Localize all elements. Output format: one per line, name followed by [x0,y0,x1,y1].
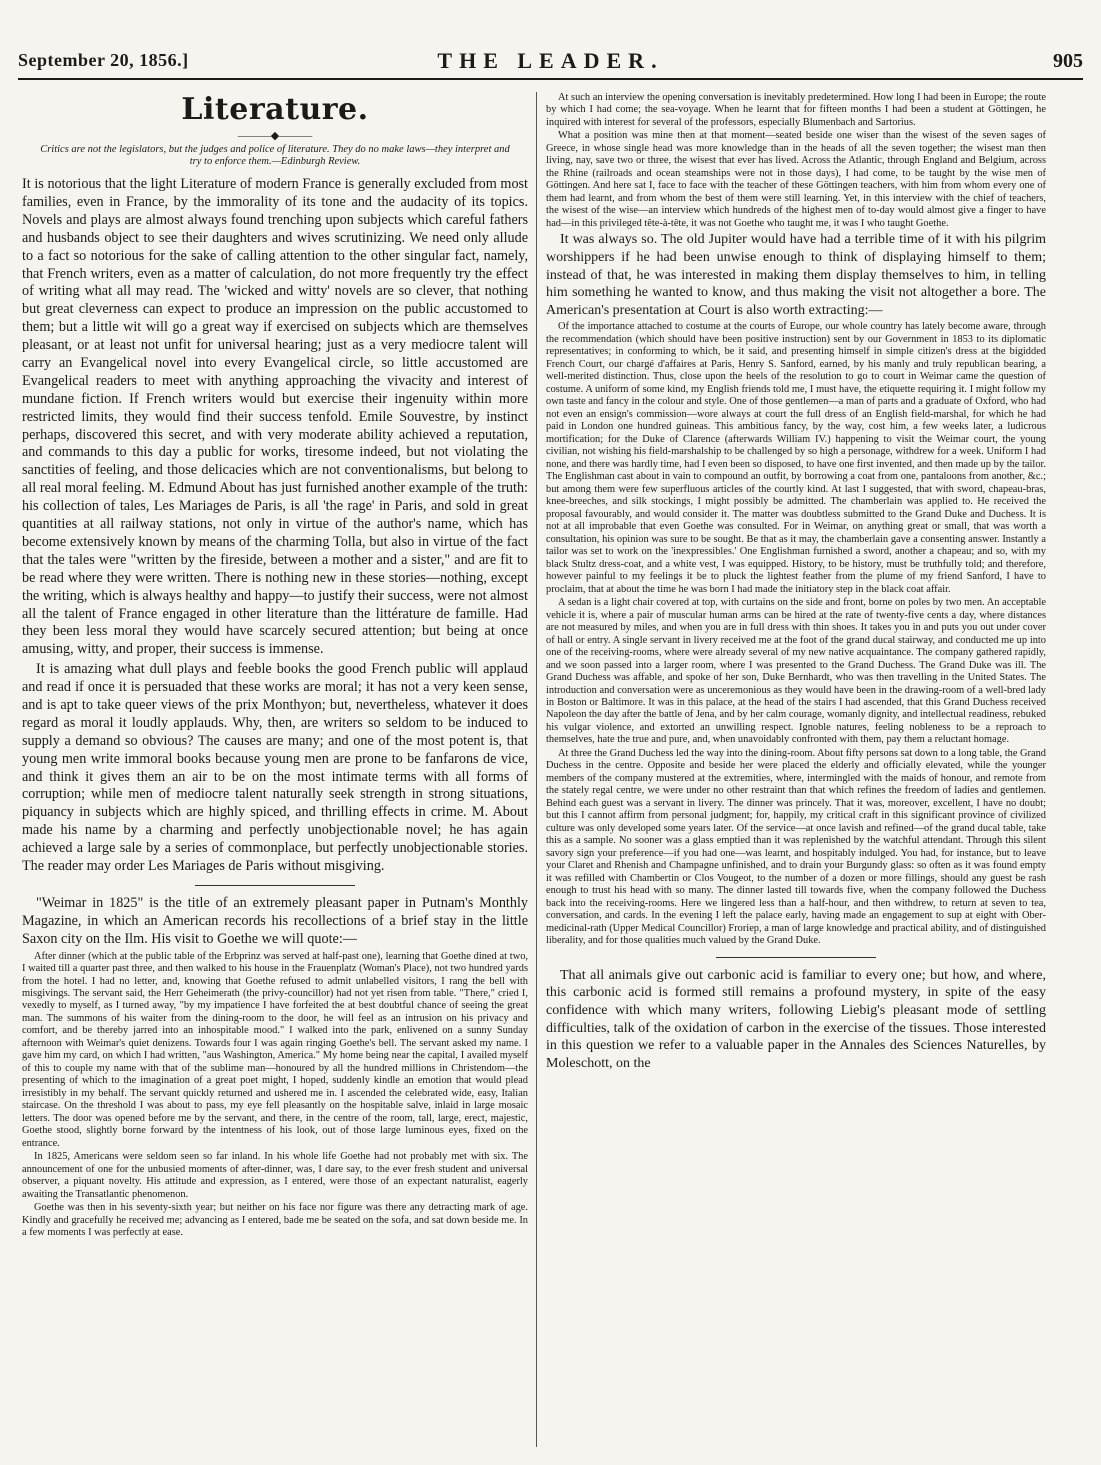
quoted-paragraph: What a position was mine then at that moment—seated beside one wiser than the wisest of the seven sages of Greece, in whose single head was more knowledge than in the heads of all the seven together; the wisest man then living, nay, save two or three, the wisest that ever has lived. Across the Atlantic, through England and Belgium, across the Rhine (railroads and ocean steamships were not in those days), I had come, to be taught by the wise men of Göttingen. And here sat I, face to face with the teacher of these Göttingen teachers, with him from whom every one of them had learnt, and from whom the best of them were still learning. Yet, in this interview with the chief of teachers, the wisest of the wise—an interview which hundreds of the highest men of to-day would almost give a finger to have had—in this privileged tête-à-tête, it was not Goethe who taught me, it was I who taught Goethe. [546,130,1046,229]
column-rule [536,92,537,1447]
article-paragraph: That all animals give out carbonic acid is familiar to every one; but how, and where, this carbonic acid is formed still remains a profound mystery, in spite of the easy confidence with which many writers, following Liebig's pleasant mode of settling difficulties, talk of the oxidation of carbon in the exercise of the tissues. Those interested in this question we refer to a valuable paper in the Annales des Sciences Naturelles, by Moleschott, on the [546,967,1046,1071]
quoted-paragraph: Of the importance attached to costume at the courts of Europe, our whole country has lately become aware, through the recommendation (which should have been positive instruction) sent by our Government in 1853 to its diplomatic representatives; in conforming to which, be it said, and presenting himself in simple citizen's dress at the bigidded French Court, our chargé d'affaires at Paris, Henry S. Sanford, earned, by his manly and truly republican bearing, a well-merited distinction. Thus, close upon the heels of the resolution to go to court in Weimar came the question of costume. A uniform of some kind, my English friends told me, I must have, the etiquette requiring it. I might follow my own taste and fancy in the colour and style. One of those gentlemen—a man of parts and a graduate of Oxford, who had not even an ensign's commission—wore always at court the full dress of an English field-marshal, for which he had paid in London one hundred guineas. This ambitious fancy, by the way, cost him, a few weeks later, a ludicrous mortification; for the Duke of Clarence (afterwards William IV.) happening to visit the Weimar court, the young civilian, not wishing his field-marshalship to be challenged by so high a personage, withdrew for a week. Uniform I had none, and there was hardly time, had I even been so disposed, to have one first invented, and then made up by the tailor. The Englishman cast about in vain to compound an outfit, by borrowing a coat from one, pantaloons from another, &c.; but among them were few superfluous articles of the courtly kind. At last I suggested, that with sword, chapeau-bras, knee-breeches, and silk stockings, I might possibly be admitted. The chamberlain was applied to. He received the proposal favourably, and would consider it. The matter was doubtless submitted to the Grand Duke and Duchess. It is not at all improbable that even Goethe was consulted. For in Weimar, on anything great or small, that was worth a consultation, his opinion was sure to be sought. Be that as it may, the chamberlain gave a consenting answer. Instantly a tailor was set to work on the 'inexpressibles.' One Englishman furnished a sword, another a chapeau; and so, with my black Stultz dress-coat, and a white vest, I was equipped. History, to be history, must be truthfully told; and therefore, however painful to my feelings it be to pluck the lightest feather from the plume of my friend Sanford, I have to proclaim, that at about the time he was born I had made the initiatory step in the black coat affair. [546,321,1046,595]
quoted-paragraph: A sedan is a light chair covered at top, with curtains on the side and front, borne on poles by two men. An acceptable vehicle it is, where a pair of muscular human arms can be hired at the rate of twenty-five cents a day, where distances are not measured by miles, and when you are in full dress with thin shoes. It takes you in and puts you out under cover of hall or entry. A single servant in livery received me at the foot of the grand ducal stairway, and conducted me up into one of the receiving-rooms, where were already several of my new native acquaintance. The company gathered rapidly, and we soon passed into a larger room, where I was presented to the Grand Duchess. The Grand Duke was ill. The Grand Duchess was affable, and spoke of her son, Duke Bernhardt, who was then travelling in the United States. The introduction and conversation were as unceremonious as they would have been in the drawing-room of a well-bred lady in Boston or Baltimore. It was in this palace, at the head of the stairs I had ascended, that this Grand Duchess received Napoleon the day after the battle of Jena, and by her calm courage, womanly dignity, and intellectual readiness, rebuked his vulgar violence, and extorted an unwilling respect. Ignoble natures, feeling nobleness to be a reproach to themselves, hate the true and pure, and, when unavoidably confronted with them, pay them a reluctant homage. [546,597,1046,746]
page-number: 905 [1053,50,1083,72]
quoted-paragraph: At three the Grand Duchess led the way into the dining-room. About fifty persons sat down to a long table, the Grand Duchess in the centre. Opposite and beside her were placed the elderly and officially elevated, while the younger members of the company mustered at the extremities, where, intermingled with the maids of honour, and remote from the stately regal centre, we were under no other restraint than that which refines the freedom of ladies and gentlemen. Behind each guest was a servant in livery. The dinner was princely. That it was, moreover, excellent, I have no doubt; but this I cannot affirm from personal judgment; for, happily, my critical craft in this significant province of civilized culture was only developed some years later. Of the service—at once lavish and refined—of the grand ducal table, take this as a sample. No sooner was a glass emptied than it was replenished by the watchful attendant. Through this silent savory sign your preference—if you had one—was learnt, and hospitably indulged. You had, for instance, but to leave your Claret and Rhenish and Champagne unfinished, and to drain your Burgundy glass: so often as it was found empty it was refilled with Chambertin or Clos Vougeot, to the number of a dozen or more fillings, should any guest be rash enough to trust his head with so many. The dinner lasted till towards five, when the company followed the Duchess back into the receiving-rooms. Here we lingered less than a half-hour, and then withdrew, to return at seven to tea, conversation, and cards. In the evening I left the palace early, having made an engagement to sup at eight with Ober-medicinal-rath (Upper Medical Councillor) Froriep, a man of large knowledge and practical ability, and of distinguished liberality, and for those qualities much valued by the Grand Duke. [546,747,1046,947]
article-paragraph: It was always so. The old Jupiter would have had a terrible time of it with his pilgrim worshippers if he had been unwise enough to think of displaying himself to them; instead of that, he was interested in making them display themselves to him, in telling him something he wanted to know, and thus making the visit not altogether a bore. The American's presentation at Court is also worth extracting:— [546,232,1046,318]
title-ornament: ———◆——— [237,130,313,142]
newspaper-title: THE LEADER. [437,48,664,73]
quoted-paragraph: At such an interview the opening conversation is inevitably predetermined. How long I had been in Europe; the route by which I had come; the sea-voyage. When he learnt that for fifteen months I had been a student at Göttingen, he inquired with interest for several of the professors, especially Blumenbach and Sartorius. [546,92,1046,128]
masthead [18,44,1083,80]
epigraph: Critics are not the legislators, but the judges and police of literature. They do no make laws—they interpret and try to enforce them.—Edinburgh Review. [40,144,510,168]
section-divider [716,957,876,958]
quoted-paragraph: In 1825, Americans were seldom seen so far inland. In his whole life Goethe had not probably met with six. The announcement of one for the unbusied moments of after-dinner, was, I dare say, to the ever fresh student and universal observer, a piquant novelty. His attitude and expression, as I entered, were those of an expectant naturalist, eagerly awaiting the Transatlantic phenomenon. [22,1151,528,1200]
issue-date: September 20, 1856.] [18,50,189,70]
quoted-paragraph: After dinner (which at the public table of the Erbprinz was served at half-past one), learning that Goethe dined at two, I waited till a quarter past three, and then walked to his house in the Frauenplatz (Woman's Place), not two hundred yards from the hotel. I had no letter, and, knowing that Goethe refused to admit unlabelled visitors, I rang the bell with misgivings. The servant said, the Herr Geheimerath (the privy-councillor) had not yet risen from table. "There," cried I, vexedly to myself, as I turned away, "by my impatience I have forfeited the at best doubtful chance of seeing the great man. The summons of his waiter from the dining-room to the door, he will feel as an intrusion on his privacy and comfort, and be thereby jarred into an inhospitable mood." I walked into the park, enlivened on a sunny Sunday afternoon with Weimar's quiet denizens. Towards four I was again ringing Goethe's bell. The servant asked my name. I gave him my card, on which I had written, "aus Washington, America." My home being near the capital, I availed myself of this to couple my name with that of the sublime man—honoured by all the hundred millions in Christendom—the presenting of which to the imagination of a great poet might, I hoped, suddenly kindle an emotion that would plead irresistibly in my behalf. The servant quickly returned and ushered me in. I ascended the celebrated wide, easy, Italian staircase. On the threshold I was about to pass, my eye fell pleasantly on the hospitable salve, inlaid in large mosaic letters. The door was opened before me by the servant, and there, in the centre of the room, tall, large, erect, majestic, Goethe stood, slightly borne forward by the intentness of his look, out of those large luminous eyes, fixed on the entrance. [22,950,528,1149]
article-paragraph: It is amazing what dull plays and feeble books the good French public will applaud and read if once it is persuaded that these works are moral; it has not a very keen sense, and is apt to take queer views of the prix Monthyon; but, nevertheless, whatever it does regard as moral it loudly applauds. Why, then, are writers so seldom to be induced to supply a demand so obvious? The causes are many; and one of the most potent is, that young men write immoral books because young men are prone to be fanfarons de vice, and think it gives them an air to be on the most intimate terms with all forms of corruption; while men of mediocre talent naturally seek strength in strong situations, piquancy in subjects which are highly spiced, and thrilling effects in crime. M. About made his name by a charming and perfectly unobjectionable novel; he has again achieved a large sale by a series of commonplace, but perfectly unobjectionable stories. The reader may order Les Mariages de Paris without misgiving. [22,661,528,874]
article-paragraph: It is notorious that the light Literature of modern France is generally excluded from most families, even in France, by the immorality of its tone and the audacity of its topics. Novels and plays are almost always found trenching upon subjects which careful fathers and husbands object to see their daughters and wives scrutinizing. We need only allude to a fact so notorious for the sake of calling attention to the other singular fact, namely, that French writers, even as a matter of calculation, do not more frequently try the effect of writing what all may read. The 'wicked and witty' novels are so clever, that nothing but great cleverness can expect to produce an impression on the public accustomed to them; but a little wit will go a great way if exercised on subjects which are themselves pleasant, or at least not unfit for universal hearing; just as a very mediocre talent will carry an Evangelical novel into every Evangelical circle, so little accustomed are Evangelical readers to meet with anything approaching the vivacity and interest of mundane fiction. If French writers would but exercise their ingenuity within more restricted limits, they would find their success tenfold. Emile Souvestre, by instinct perhaps, discovered this secret, and with very moderate ability achieved a reputation, and commands to this day a public for works, tiresome indeed, but not violating the sanctities of feeling, and those delicacies which are not conventionalisms, but belong to all real moral feeling. M. Edmund About has just furnished another example of the truth: his collection of tales, Les Mariages de Paris, is all 'the rage' in Paris, and sold in great quantities at all railway stations, not only in virtue of the author's name, which has become extensively known by means of the charming Tolla, but also in virtue of the fact that the tales were "written by the fireside, between a mother and a sister," and are fit to be read where they were written. There is nothing new in these stories—nothing, except the writing, which is always healthy and happy—to justify their success, were not almost all the talent of France engaged in other literature than the littérature de famille. Had they been less moral they would have scarcely secured attention; but being at once amusing, witty, and proper, their success is immense. [22,176,528,658]
right-column [546,92,1046,1452]
section-title: Literature. [181,92,369,127]
article-paragraph: "Weimar in 1825" is the title of an extremely pleasant paper in Putnam's Monthly Magazine, in which an American records his recollections of a brief stay in the little Saxon city on the Ilm. His visit to Goethe we will quote:— [22,894,528,947]
quoted-paragraph: Goethe was then in his seventy-sixth year; but neither on his face nor figure was there any detracting mark of age. Kindly and gracefully he received me; advancing as I entered, bade me be seated on the sofa, and sat down beside me. In a few moments I was perfectly at ease. [22,1202,528,1239]
section-divider [195,885,355,886]
left-column [22,92,528,1452]
